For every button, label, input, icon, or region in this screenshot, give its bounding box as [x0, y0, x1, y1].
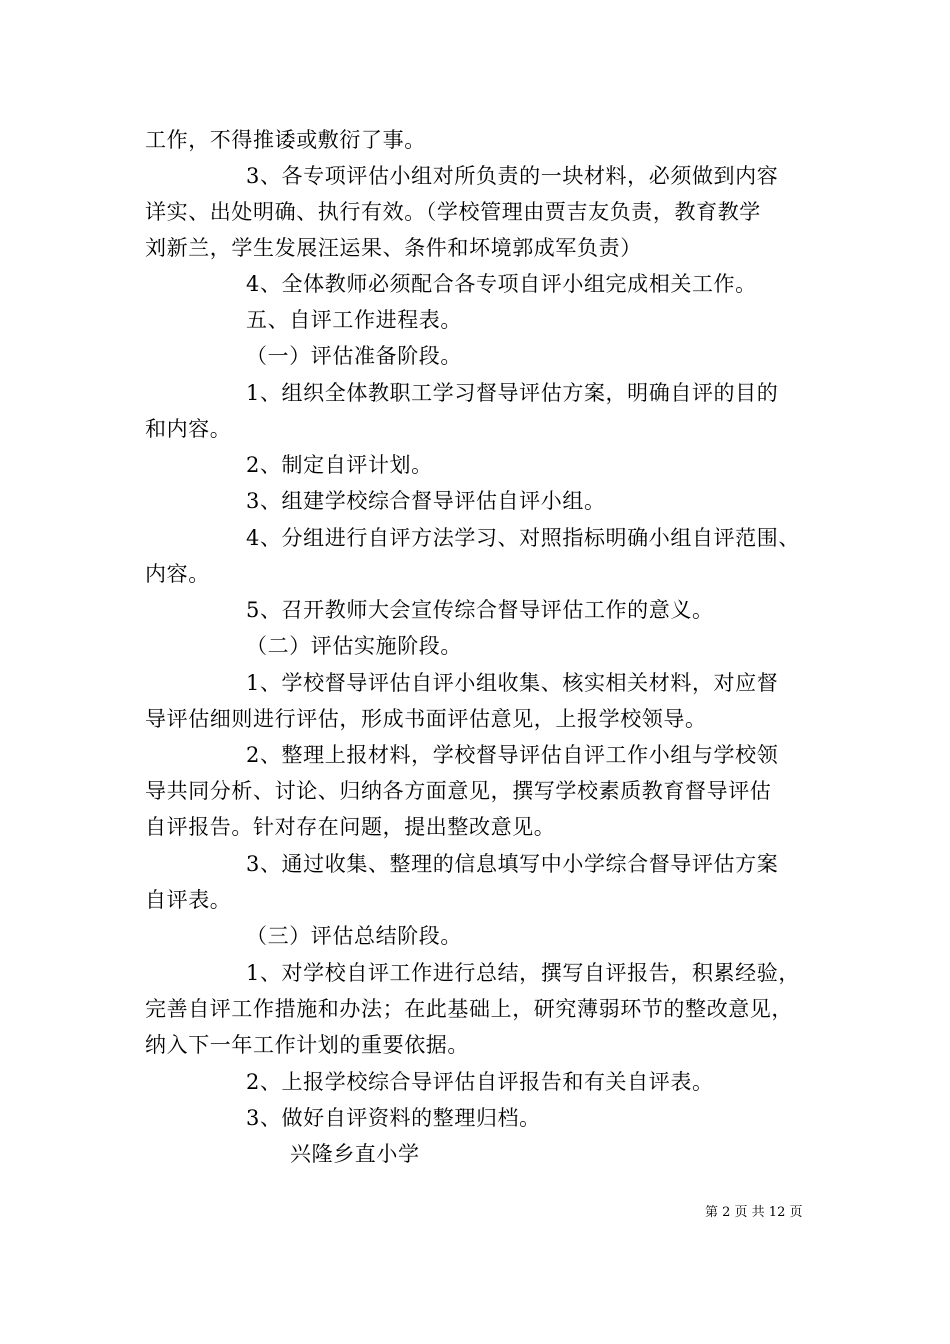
text-line: 自评表。: [145, 888, 232, 912]
text-line: 纳入下一年工作计划的重要依据。: [145, 1033, 469, 1057]
signature-line: 兴隆乡直小学: [290, 1142, 420, 1166]
text-line: 3、组建学校综合督导评估自评小组。: [246, 489, 606, 513]
text-line: 3、各专项评估小组对所负责的一块材料，必须做到内容: [246, 164, 779, 188]
text-line: 4、全体教师必须配合各专项自评小组完成相关工作。: [246, 272, 757, 296]
text-line: 2、制定自评计划。: [246, 453, 433, 477]
text-line: 4、分组进行自评方法学习、对照指标明确小组自评范围、: [246, 526, 800, 550]
text-line: 完善自评工作措施和办法；在此基础上，研究薄弱环节的整改意见，: [145, 997, 793, 1021]
text-line: 1、对学校自评工作进行总结，撰写自评报告，积累经验，: [246, 961, 800, 985]
subsection-heading: （一）评估准备阶段。: [246, 344, 462, 368]
text-line: 导评估细则进行评估，形成书面评估意见，上报学校领导。: [145, 707, 707, 731]
text-line: 和内容。: [145, 417, 232, 441]
page-number: 第 2 页 共 12 页: [705, 1205, 803, 1220]
text-line: 详实、出处明确、执行有效。（学校管理由贾吉友负责，教育教学: [145, 200, 761, 224]
text-line: 3、通过收集、整理的信息填写中小学综合督导评估方案: [246, 852, 779, 876]
subsection-heading: （三）评估总结阶段。: [246, 924, 462, 948]
text-line: 内容。: [145, 562, 210, 586]
text-line: 刘新兰，学生发展汪运果、条件和坏境郭成军负责）: [145, 236, 642, 260]
text-line: 工作，不得推诿或敷衍了事。: [145, 128, 426, 152]
text-line: 5、召开教师大会宣传综合督导评估工作的意义。: [246, 598, 714, 622]
section-heading: 五、自评工作进程表。: [246, 308, 462, 332]
text-line: 2、整理上报材料，学校督导评估自评工作小组与学校领: [246, 743, 779, 767]
text-line: 自评报告。针对存在问题，提出整改意见。: [145, 815, 556, 839]
text-line: 导共同分析、讨论、归纳各方面意见，撰写学校素质教育督导评估: [145, 779, 772, 803]
text-line: 2、上报学校综合导评估自评报告和有关自评表。: [246, 1070, 714, 1094]
text-line: 1、组织全体教职工学习督导评估方案，明确自评的目的: [246, 381, 779, 405]
subsection-heading: （二）评估实施阶段。: [246, 634, 462, 658]
text-line: 1、学校督导评估自评小组收集、核实相关材料，对应督: [246, 671, 779, 695]
text-line: 3、做好自评资料的整理归档。: [246, 1106, 541, 1130]
